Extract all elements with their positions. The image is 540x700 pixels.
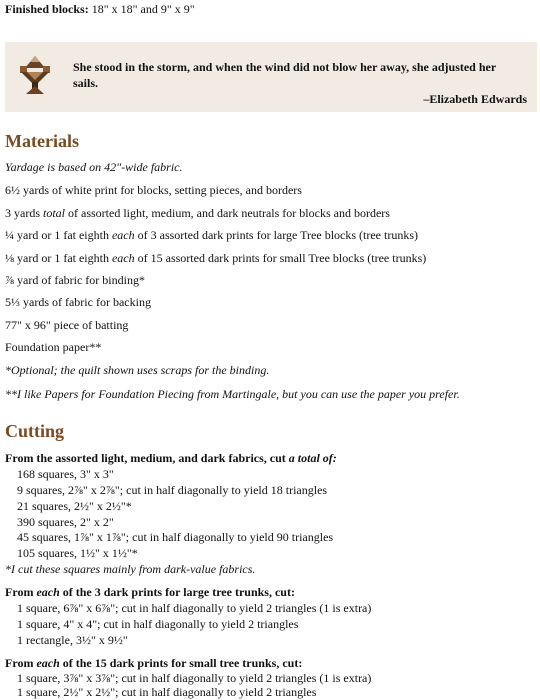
cutting-item: 105 squares, 1½" x 1½"* (17, 546, 138, 560)
materials-line: ¼ yard or 1 fat eighth each of 3 assorted dark prints for large Tree blocks (tree trunks) (5, 228, 419, 242)
finished-blocks (5, 2, 195, 17)
materials-line: 6½ yards of white print for blocks, setting pieces, and borders (5, 183, 302, 197)
cutting-note: *I cut these squares mainly from dark-value fabrics. (5, 562, 256, 576)
materials-line: ⅞ yard of fabric for binding* (5, 273, 145, 287)
quote-text: She stood in the storm, and when the wind did not blow her away, she adjusted her sails. (73, 60, 496, 90)
materials-line: 5⅓ yards of fabric for backing (5, 295, 151, 309)
cutting-heading: Cutting (5, 421, 65, 441)
finished-blocks-label: Finished blocks: (5, 2, 89, 16)
cutting-group-heading: From each of the 15 dark prints for small tree trunks, cut: (5, 656, 303, 670)
tree-block-icon (17, 54, 53, 96)
cutting-item: 168 squares, 3" x 3" (17, 467, 114, 481)
materials-line: 3 yards total of assorted light, medium, and dark neutrals for blocks and borders (5, 206, 390, 220)
cutting-item: 1 rectangle, 3½" x 9½" (17, 633, 128, 647)
materials-heading: Materials (5, 131, 79, 151)
cutting-item: 1 square, 4" x 4"; cut in half diagonally to yield 2 triangles (17, 617, 299, 631)
cutting-group-heading: From the assorted light, medium, and dark fabrics, cut a total of: (5, 451, 337, 465)
cutting-item: 45 squares, 1⅞" x 1⅞"; cut in half diagonally to yield 90 triangles (17, 530, 334, 544)
cutting-item: 1 square, 6⅞" x 6⅞"; cut in half diagonally to yield 2 triangles (1 is extra) (17, 601, 372, 615)
quote-author: –Elizabeth Edwards (423, 92, 527, 106)
quote-box (5, 42, 537, 112)
finished-blocks-value: 18" x 18" and 9" x 9" (88, 2, 195, 16)
cutting-item: 9 squares, 2⅞" x 2⅞"; cut in half diagonally to yield 18 triangles (17, 483, 328, 497)
materials-note: *Optional; the quilt shown uses scraps for the binding. (5, 363, 270, 377)
cutting-item: 1 square, 2½" x 2½"; cut in half diagonally to yield 2 triangles (17, 685, 317, 699)
cutting-item: 21 squares, 2½" x 2½"* (17, 499, 132, 513)
cutting-item: 1 square, 3⅞" x 3⅞"; cut in half diagonally to yield 2 triangles (1 is extra) (17, 671, 372, 685)
materials-line: 77" x 96" piece of batting (5, 318, 129, 332)
cutting-group-heading: From each of the 3 dark prints for large tree trunks, cut: (5, 585, 295, 599)
yardage-note: Yardage is based on 42"-wide fabric. (5, 160, 183, 174)
materials-line: Foundation paper** (5, 340, 102, 354)
materials-line: ⅛ yard or 1 fat eighth each of 15 assorted dark prints for small Tree blocks (tree trunks) (5, 251, 427, 265)
cutting-item: 390 squares, 2" x 2" (17, 515, 114, 529)
materials-note: **I like Papers for Foundation Piecing from Martingale, but you can use the paper you prefer. (5, 387, 460, 401)
